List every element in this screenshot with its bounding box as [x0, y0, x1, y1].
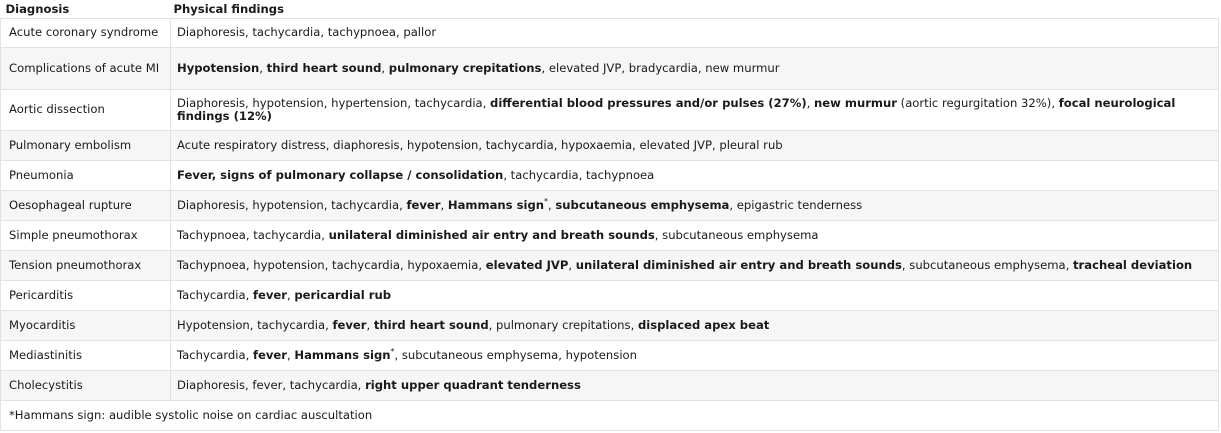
finding-text: Diaphoresis, fever, tachycardia, — [177, 377, 366, 392]
finding-text: , subcutaneous emphysema, — [901, 257, 1073, 272]
table-row — [1, 251, 1219, 281]
finding-text: Diaphoresis, tachycardia, tachypnoea, pallor — [177, 25, 437, 40]
table-row — [1, 221, 1219, 251]
diagnosis-cell: Myocarditis — [1, 311, 171, 341]
finding-text: Tachypnoea, tachycardia, — [177, 227, 329, 242]
findings-cell — [171, 90, 1219, 131]
finding-text: Tachypnoea, hypotension, tachycardia, hypoxaemia, — [177, 257, 486, 272]
finding-text: , — [381, 60, 389, 75]
findings-cell — [171, 221, 1219, 251]
key-finding: fever — [252, 347, 287, 362]
key-finding: fever — [406, 197, 441, 212]
footnote-row — [1, 401, 1219, 431]
physical-findings-column-header: Physical findings — [171, 0, 1219, 19]
footnote-marker: * — [390, 346, 395, 356]
key-finding: displaced apex beat — [637, 317, 770, 332]
finding-text: , pulmonary crepitations, — [488, 317, 638, 332]
findings-cell — [171, 341, 1219, 371]
key-finding: Fever, signs of pulmonary collapse / consolidation — [177, 167, 504, 182]
table-row — [1, 281, 1219, 311]
finding-text: Tachycardia, — [177, 347, 253, 362]
findings-cell — [171, 19, 1219, 48]
finding-text: , — [366, 317, 374, 332]
table-row — [1, 191, 1219, 221]
diagnosis-cell: Acute coronary syndrome — [1, 19, 171, 48]
finding-text: , subcutaneous emphysema, hypotension — [394, 347, 637, 362]
findings-cell — [171, 48, 1219, 90]
diagnosis-cell: Pericarditis — [1, 281, 171, 311]
finding-text: Tachycardia, — [177, 287, 253, 302]
table-row — [1, 48, 1219, 90]
diagnosis-cell: Cholecystitis — [1, 371, 171, 401]
table-body — [1, 19, 1219, 401]
finding-text: , — [568, 257, 576, 272]
finding-text: , tachycardia, tachypnoea — [503, 167, 655, 182]
finding-text: (aortic regurgitation 32%), — [896, 95, 1059, 110]
key-finding: focal neurological findings (12%) — [177, 95, 1176, 123]
table-header-row — [1, 0, 1219, 19]
table-row — [1, 19, 1219, 48]
diagnosis-cell: Pulmonary embolism — [1, 131, 171, 161]
key-finding: pericardial rub — [294, 287, 392, 302]
key-finding: third heart sound — [373, 317, 489, 332]
key-finding: Hammans sign — [447, 197, 545, 212]
key-finding: pulmonary crepitations — [388, 60, 542, 75]
findings-cell — [171, 131, 1219, 161]
finding-text: Diaphoresis, hypotension, tachycardia, — [177, 197, 407, 212]
diagnosis-cell: Complications of acute MI — [1, 48, 171, 90]
key-finding: differential blood pressures and/or pulses (27%) — [490, 95, 807, 110]
finding-text: , — [287, 347, 295, 362]
table-row — [1, 131, 1219, 161]
finding-text: , — [259, 60, 267, 75]
diagnosis-cell: Simple pneumothorax — [1, 221, 171, 251]
diagnosis-cell: Mediastinitis — [1, 341, 171, 371]
findings-cell — [171, 251, 1219, 281]
key-finding: new murmur — [814, 95, 897, 110]
finding-text: Acute respiratory distress, diaphoresis, hypotension, tachycardia, hypoxaemia, elevated JVP, pleural rub — [177, 137, 783, 152]
footnote-marker: * — [544, 196, 549, 206]
diagnosis-cell: Pneumonia — [1, 161, 171, 191]
key-finding: elevated JVP — [485, 257, 569, 272]
key-finding: subcutaneous emphysema — [555, 197, 730, 212]
findings-cell — [171, 191, 1219, 221]
finding-text: , — [548, 197, 556, 212]
findings-cell — [171, 311, 1219, 341]
finding-text: , — [287, 287, 295, 302]
key-finding: unilateral diminished air entry and breath sounds — [328, 227, 655, 242]
finding-text: Hypotension, tachycardia, — [177, 317, 333, 332]
diagnosis-cell: Tension pneumothorax — [1, 251, 171, 281]
finding-text: Diaphoresis, hypotension, hypertension, tachycardia, — [177, 95, 491, 110]
key-finding: fever — [252, 287, 287, 302]
findings-cell — [171, 161, 1219, 191]
key-finding: unilateral diminished air entry and breath sounds — [575, 257, 902, 272]
diagnosis-cell: Oesophageal rupture — [1, 191, 171, 221]
finding-text: , — [806, 95, 815, 110]
finding-text: , elevated JVP, bradycardia, new murmur — [541, 60, 780, 75]
table-row — [1, 161, 1219, 191]
table-row — [1, 311, 1219, 341]
findings-cell — [171, 281, 1219, 311]
table-row — [1, 341, 1219, 371]
key-finding: right upper quadrant tenderness — [365, 377, 581, 392]
findings-cell — [171, 371, 1219, 401]
diagnosis-cell: Aortic dissection — [1, 90, 171, 131]
key-finding: tracheal deviation — [1073, 257, 1193, 272]
finding-text: , subcutaneous emphysema — [654, 227, 819, 242]
finding-text: , epigastric tenderness — [729, 197, 863, 212]
key-finding: Hammans sign — [294, 347, 391, 362]
diagnosis-column-header: Diagnosis — [1, 0, 171, 19]
key-finding: third heart sound — [266, 60, 382, 75]
finding-text: , — [440, 197, 448, 212]
key-finding: fever — [332, 317, 367, 332]
key-finding: Hypotension — [177, 60, 260, 75]
footnote: *Hammans sign: audible systolic noise on cardiac auscultation — [1, 401, 1219, 431]
table-row — [1, 90, 1219, 131]
table-row — [1, 371, 1219, 401]
